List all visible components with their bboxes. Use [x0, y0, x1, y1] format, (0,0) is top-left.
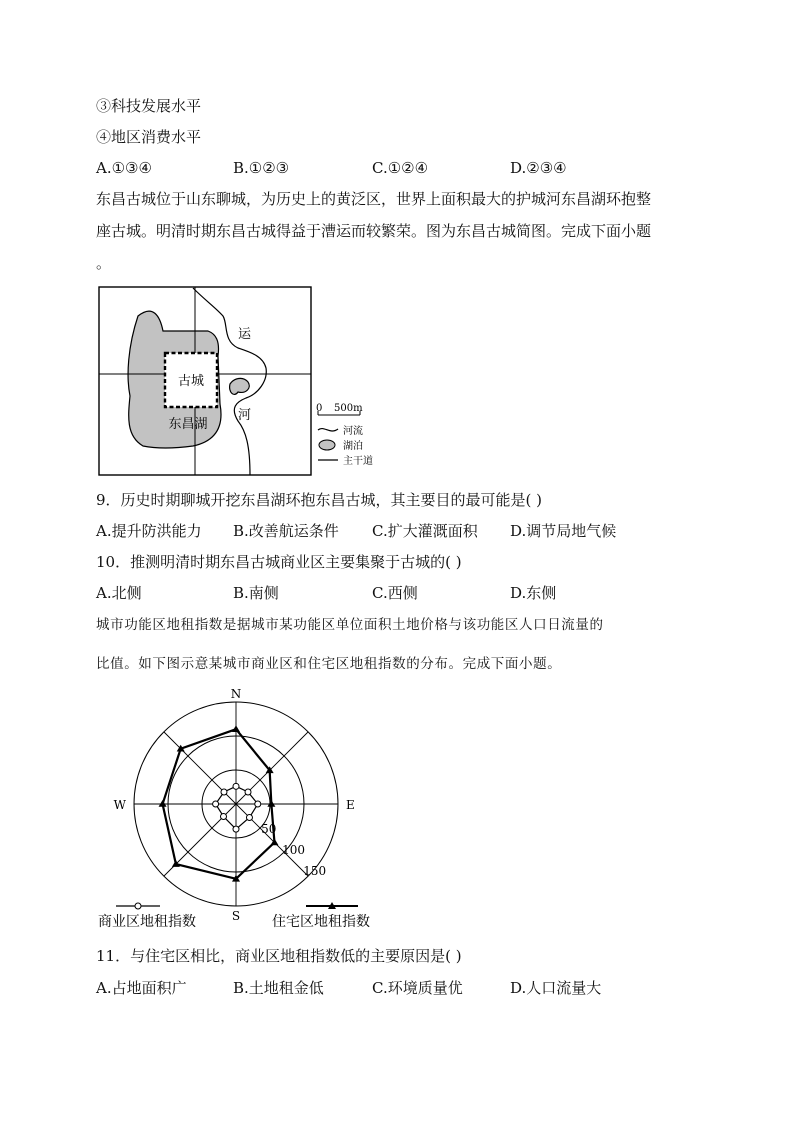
ring-label-100: 100 — [282, 843, 306, 858]
q10-options — [96, 583, 736, 603]
commercial-point-sw — [220, 814, 226, 820]
q8-item-4: ④地区消费水平 — [96, 128, 202, 146]
ring-label-150: 150 — [303, 864, 327, 879]
q9-stem: 9．历史时期聊城开挖东昌湖环抱东昌古城，其主要目的最可能是( ) — [96, 491, 543, 509]
residential-point-e — [267, 800, 275, 807]
passage1-line1: 东昌古城位于山东聊城，为历史上的黄泛区，世界上面积最大的护城河东昌湖环抱整 — [96, 190, 652, 208]
legend-commercial-label: 商业区地租指数 — [98, 914, 196, 930]
scale-value: 500m — [334, 403, 363, 414]
q10-option-c: C.西侧 — [372, 584, 418, 602]
commercial-point-e — [255, 801, 261, 807]
q10-option-d: D.东侧 — [510, 584, 557, 602]
direction-label-s: S — [231, 909, 241, 923]
legend-river-icon — [318, 429, 338, 431]
q8-options — [96, 158, 736, 178]
q11-option-a: A.占地面积广 — [96, 979, 187, 997]
dongchang-map — [98, 286, 388, 478]
commercial-point-n — [233, 783, 239, 789]
q9-options — [96, 521, 736, 541]
q8-option-b: B.①②③ — [233, 159, 290, 177]
legend-river-label: 河流 — [343, 426, 363, 437]
q8-option-c: C.①②④ — [372, 159, 429, 177]
legend-commercial-marker — [135, 903, 141, 909]
q9-option-a: A.提升防洪能力 — [96, 522, 202, 540]
q11-option-b: B.土地租金低 — [233, 979, 324, 997]
passage2-line1: 城市功能区地租指数是据城市某功能区单位面积土地价格与该功能区人口日流量的 — [96, 617, 604, 633]
passage1-line3: 。 — [96, 254, 112, 272]
lake-label: 东昌湖 — [168, 417, 208, 432]
old-city-label: 古城 — [177, 374, 205, 389]
legend-residential-label: 住宅区地租指数 — [272, 914, 370, 930]
q11-options — [96, 978, 736, 998]
scale-zero: 0 — [316, 403, 323, 414]
q9-option-c: C.扩大灌溉面积 — [372, 522, 478, 540]
q8-option-a: A.①③④ — [96, 159, 152, 177]
legend-lake-icon — [319, 440, 335, 450]
ring-label-50: 50 — [261, 822, 277, 837]
q9-option-b: B.改善航运条件 — [233, 522, 339, 540]
q11-stem: 11．与住宅区相比，商业区地租指数低的主要原因是( ) — [96, 947, 462, 965]
legend-lake-label: 湖泊 — [343, 441, 363, 452]
q8-option-d: D.②③④ — [510, 159, 567, 177]
residential-point-n — [232, 725, 240, 732]
radar-series — [159, 725, 279, 881]
small-lake — [230, 378, 250, 394]
legend-road-label: 主干道 — [343, 456, 373, 467]
q8-item-3: ③科技发展水平 — [96, 97, 202, 115]
residential-point-w — [159, 800, 167, 807]
commercial-point-w — [213, 801, 219, 807]
canal-label-1: 运 — [238, 327, 252, 342]
direction-label-w: W — [113, 798, 126, 812]
q11-option-c: C.环境质量优 — [372, 979, 463, 997]
rent-index-radar-chart — [96, 688, 396, 938]
canal-label-2: 河 — [238, 408, 252, 423]
passage1-line2: 座古城。明清时期东昌古城得益于漕运而较繁荣。图为东昌古城简图。完成下面小题 — [96, 222, 652, 240]
commercial-point-s — [233, 826, 239, 832]
q11-option-d: D.人口流量大 — [510, 979, 602, 997]
q10-stem: 10．推测明清时期东昌古城商业区主要集聚于古城的( ) — [96, 553, 462, 571]
commercial-point-ne — [245, 789, 251, 795]
q9-option-d: D.调节局地气候 — [510, 522, 617, 540]
direction-label-n: N — [230, 688, 242, 701]
passage2-line2: 比值。如下图示意某城市商业区和住宅区地租指数的分布。完成下面小题。 — [96, 656, 562, 672]
commercial-point-se — [246, 814, 252, 820]
direction-label-e: E — [346, 798, 355, 812]
q10-option-b: B.南侧 — [233, 584, 279, 602]
q10-option-a: A.北侧 — [96, 584, 142, 602]
commercial-point-nw — [221, 789, 227, 795]
